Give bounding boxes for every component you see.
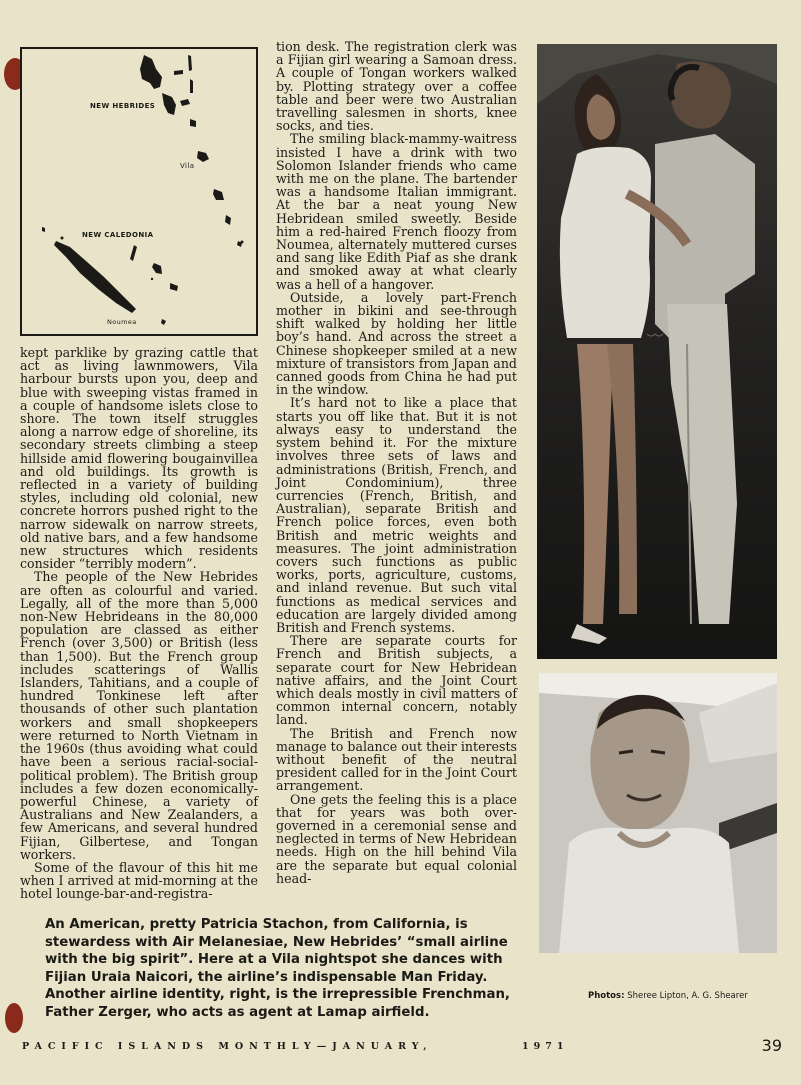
island-dot [61, 237, 64, 240]
island-ouvea [130, 245, 137, 261]
island-efate [197, 151, 209, 162]
paragraph: It’s hard not to like a place that starts you off like that. But it is not always easy to understand the system behind it. For the mixture involves three sets of laws and administrations (British, French, and Joint Condominium), three currencies (French, British, and Australian), separate British and French police forces, even both British and metric weights and measures. The joint administration covers such functions as public works, ports, agriculture, customs, and inland revenue. But such vital functions as medical services and education are largely divided among British and French systems. [276, 395, 517, 635]
paragraph: The British and French now manage to balance out their interests without benefit of the neutral president called for in the Joint Court arrangement. [276, 725, 517, 794]
photo-caption: An American, pretty Patricia Stachon, from California, is stewardess with Air Melanesiae, New Hebrides’ “small airline with the big spirit”. Here at a Vila nightspot she dances with Fijian Uraia Naicori, the airline’s indispensable Man Friday. Another airline identity, right, is the irrepressible Frenchman, Father Zerger, who acts as agent at Lamap airfield. [45, 917, 510, 1020]
paragraph: Outside, a lovely part-French mother in bikini and see-through shift walked by holding her little boy’s hand. And across the street a Chinese shopkeeper smiled at a new mixture of transistors from Japan and canned goods from China he had put in the window. [276, 289, 517, 398]
photo-dancing-couple [537, 44, 777, 659]
photo-father-zerger-image [539, 673, 777, 953]
map-new-hebrides-new-caledonia [20, 47, 258, 336]
photo-dancing-couple-image [537, 44, 777, 659]
paragraph: One gets the feeling this is a place that for years was both over-governed in a ceremonial sense and neglected in terms of New Hebridean needs. High on the hill behind Vila are the separate but equal colonial head- [276, 791, 518, 886]
map-label-vila: Vila [180, 162, 195, 170]
map-label-new-hebrides: NEW HEBRIDES [90, 102, 156, 110]
paragraph: The smiling black-mammy-waitress insisted I have a drink with two Solomon Islander friends who came with me on the plane. The bartender was a handsome Italian immigrant. At the bar a neat young New Hebridean smiled sweetly. Beside him a red-haired French floozy from Noumea, alternately muttered curses and sang like Edith Piaf as she drank and smoked away at what clearly was a hell of a hangover. [276, 131, 517, 292]
island-espiritu-santo [140, 55, 162, 89]
footer-year: 1971 [522, 1041, 569, 1052]
page-number: 39 [761, 1036, 782, 1055]
island-maewo [188, 55, 192, 71]
map-islands-drawing [22, 49, 256, 334]
island-dot [151, 278, 153, 280]
island-ambrym [180, 99, 190, 106]
photo-credits-names: Sheree Lipton, A. G. Shearer [627, 991, 748, 1001]
paragraph: Some of the flavour of this hit me when I arrived at mid-morning at the hotel lounge-bar-and-registra- [20, 859, 258, 902]
island-erromango [213, 189, 224, 200]
island-new-caledonia [54, 241, 136, 313]
island-malekula [162, 93, 176, 115]
island-mare [170, 283, 178, 291]
paragraph: kept parklike by grazing cattle that act as living lawnmowers, Vila harbour bursts upon you, deep and blue with sweeping vistas framed in a couple of handsome islets close to shore. The town itself struggles along a narrow edge of shoreline, its secondary streets climbing a steep hillside amid flowering bougainvillea and old buildings. Its growth is reflected in a variety of building styles, including old colonial, new concrete horrors pushed right to the narrow sidewalk on narrow streets, old native bars, and a few handsome new structures which residents consider “terribly modern”. [20, 345, 258, 572]
island-lifou [152, 263, 162, 274]
island-tanna [225, 215, 231, 225]
island-pentecost [190, 79, 193, 93]
page-footer [22, 1037, 782, 1057]
map-label-new-caledonia: NEW CALEDONIA [82, 231, 154, 239]
island-isle-of-pines [161, 319, 166, 325]
photo-father-zerger [539, 673, 777, 953]
photo-credits [588, 991, 748, 1001]
paragraph: The people of the New Hebrides are often as colourful and varied. Legally, all of the more than 5,000 non-New Hebrideans in the 80,000 population are classed as either French (over 3,500) or British (less than 1,500). But the French group includes scatterings of Wallis Islanders, Tahitians, and a couple of hundred Tonkinese left after thousands of other such plantation workers and small shopkeepers were returned to North Vietnam in the 1960s (thus avoiding what could have been a serious racial-social-political problem). The British group includes a few dozen economically-powerful Chinese, a variety of Australians and New Zealanders, a few Americans, and several hundred Fijian, Gilbertese, and Tongan workers. [20, 569, 258, 862]
map-label-noumea: Noumea [107, 318, 137, 326]
article-left-column [20, 346, 258, 901]
island-ambae [174, 70, 183, 75]
paragraph: There are separate courts for French and British subjects, a separate court for New Hebridean native affairs, and the Joint Court which deals mostly in civil matters of common internal concern, notably land. [276, 633, 517, 728]
island-belep [42, 227, 45, 232]
island-dot [241, 241, 244, 244]
photo-credits-label: Photos: [588, 991, 625, 1001]
footer-publication: PACIFIC ISLANDS MONTHLY—JANUARY, [22, 1041, 433, 1052]
article-middle-column [276, 40, 517, 885]
paragraph: tion desk. The registration clerk was a Fijian girl wearing a Samoan dress. A couple of Tongan workers walked by. Plotting strategy over a coffee table and beer were two Australian travelling salesmen in shorts, knee socks, and ties. [276, 39, 517, 134]
binding-mark-bottom [5, 1003, 23, 1033]
island-epi [190, 119, 196, 127]
